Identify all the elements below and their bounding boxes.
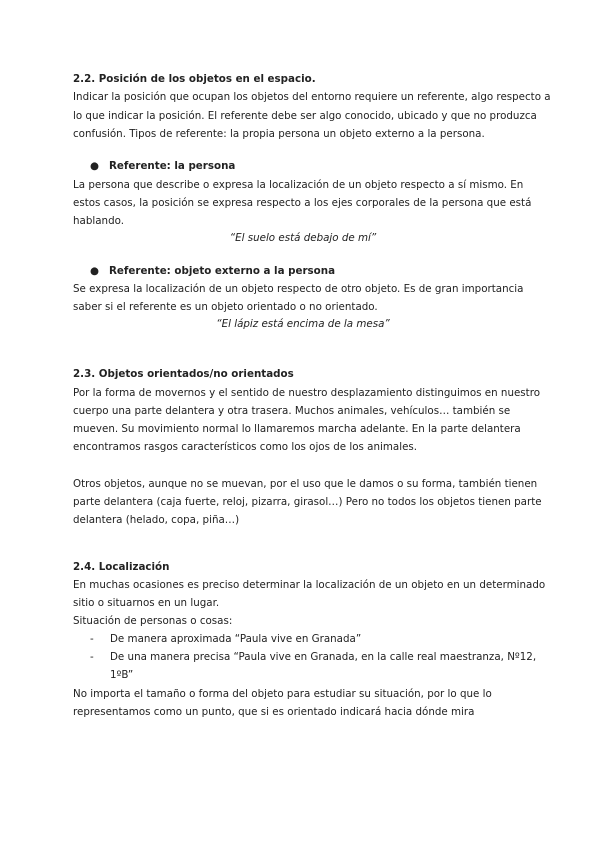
paragraph-line: En muchas ocasiones es preciso determinar la localización de un objeto en un determinado xyxy=(73,579,546,591)
bullet-marker: ● xyxy=(90,265,99,277)
list-item xyxy=(73,651,537,664)
paragraph-line: Situación de personas o cosas: xyxy=(73,615,233,627)
paragraph-line: Otros objetos, aunque no se muevan, por el uso que le damos o su forma, también tienen xyxy=(73,478,538,490)
paragraph-line: representamos como un punto, que si es orientado indicará hacia dónde mira xyxy=(73,706,475,718)
paragraph-line: Por la forma de movernos y el sentido de nuestro desplazamiento distinguimos en nuestro xyxy=(73,387,541,399)
paragraph-line: sitio o situarnos en un lugar. xyxy=(73,597,220,609)
bullet-title: Referente: objeto externo a la persona xyxy=(109,265,336,277)
section-2-3-heading: 2.3. Objetos orientados/no orientados xyxy=(73,368,294,380)
example-quote: “El suelo está debajo de mí” xyxy=(229,232,377,244)
list-dash: - xyxy=(90,651,94,663)
list-item-continuation xyxy=(73,670,533,682)
paragraph-line: Indicar la posición que ocupan los objetos del entorno requiere un referente, algo respecto a xyxy=(73,91,551,103)
paragraph-line: hablando. xyxy=(73,215,124,227)
bullet-title: Referente: la persona xyxy=(109,160,236,172)
paragraph-line: parte delantera (caja fuerte, reloj, pizarra, girasol…) Pero no todos los objetos tienen parte xyxy=(73,496,542,508)
bullet-item-persona xyxy=(73,161,533,173)
paragraph-line: lo que indicar la posición. El referente debe ser algo conocido, ubicado y que no produzca xyxy=(73,110,537,122)
paragraph-line: No importa el tamaño o forma del objeto para estudiar su situación, por lo que lo xyxy=(73,688,492,700)
bullet-item-objeto-externo xyxy=(73,266,533,278)
paragraph-line: Se expresa la localización de un objeto respecto de otro objeto. Es de gran importancia xyxy=(73,283,524,295)
paragraph-line: confusión. Tipos de referente: la propia persona un objeto externo a la persona. xyxy=(73,128,485,140)
paragraph-line: delantera (helado, copa, piña…) xyxy=(73,514,240,526)
list-item-text: De una manera precisa “Paula vive en Granada, en la calle real maestranza, Nº12, xyxy=(110,651,537,663)
paragraph-line: cuerpo una parte delantera y otra trasera. Muchos animales, vehículos… también se xyxy=(73,405,511,417)
paragraph-line: saber si el referente es un objeto orientado o no orientado. xyxy=(73,301,378,313)
list-item-text: 1ºB” xyxy=(110,669,134,681)
paragraph-line: estos casos, la posición se expresa respecto a los ejes corporales de la persona que está xyxy=(73,197,532,209)
section-2-2-heading: 2.2. Posición de los objetos en el espacio. xyxy=(73,73,316,85)
paragraph-line: mueven. Su movimiento normal lo llamaremos marcha adelante. En la parte delantera xyxy=(73,423,521,435)
list-item xyxy=(73,634,533,646)
paragraph-line: La persona que describe o expresa la localización de un objeto respecto a sí mismo. En xyxy=(73,179,524,191)
section-2-4-heading: 2.4. Localización xyxy=(73,561,170,573)
bullet-marker: ● xyxy=(90,160,99,172)
list-dash: - xyxy=(90,633,94,645)
paragraph-line: encontramos rasgos característicos como los ojos de los animales. xyxy=(73,441,418,453)
list-item-text: De manera aproximada “Paula vive en Granada” xyxy=(110,633,362,645)
example-quote: “El lápiz está encima de la mesa” xyxy=(216,318,390,330)
